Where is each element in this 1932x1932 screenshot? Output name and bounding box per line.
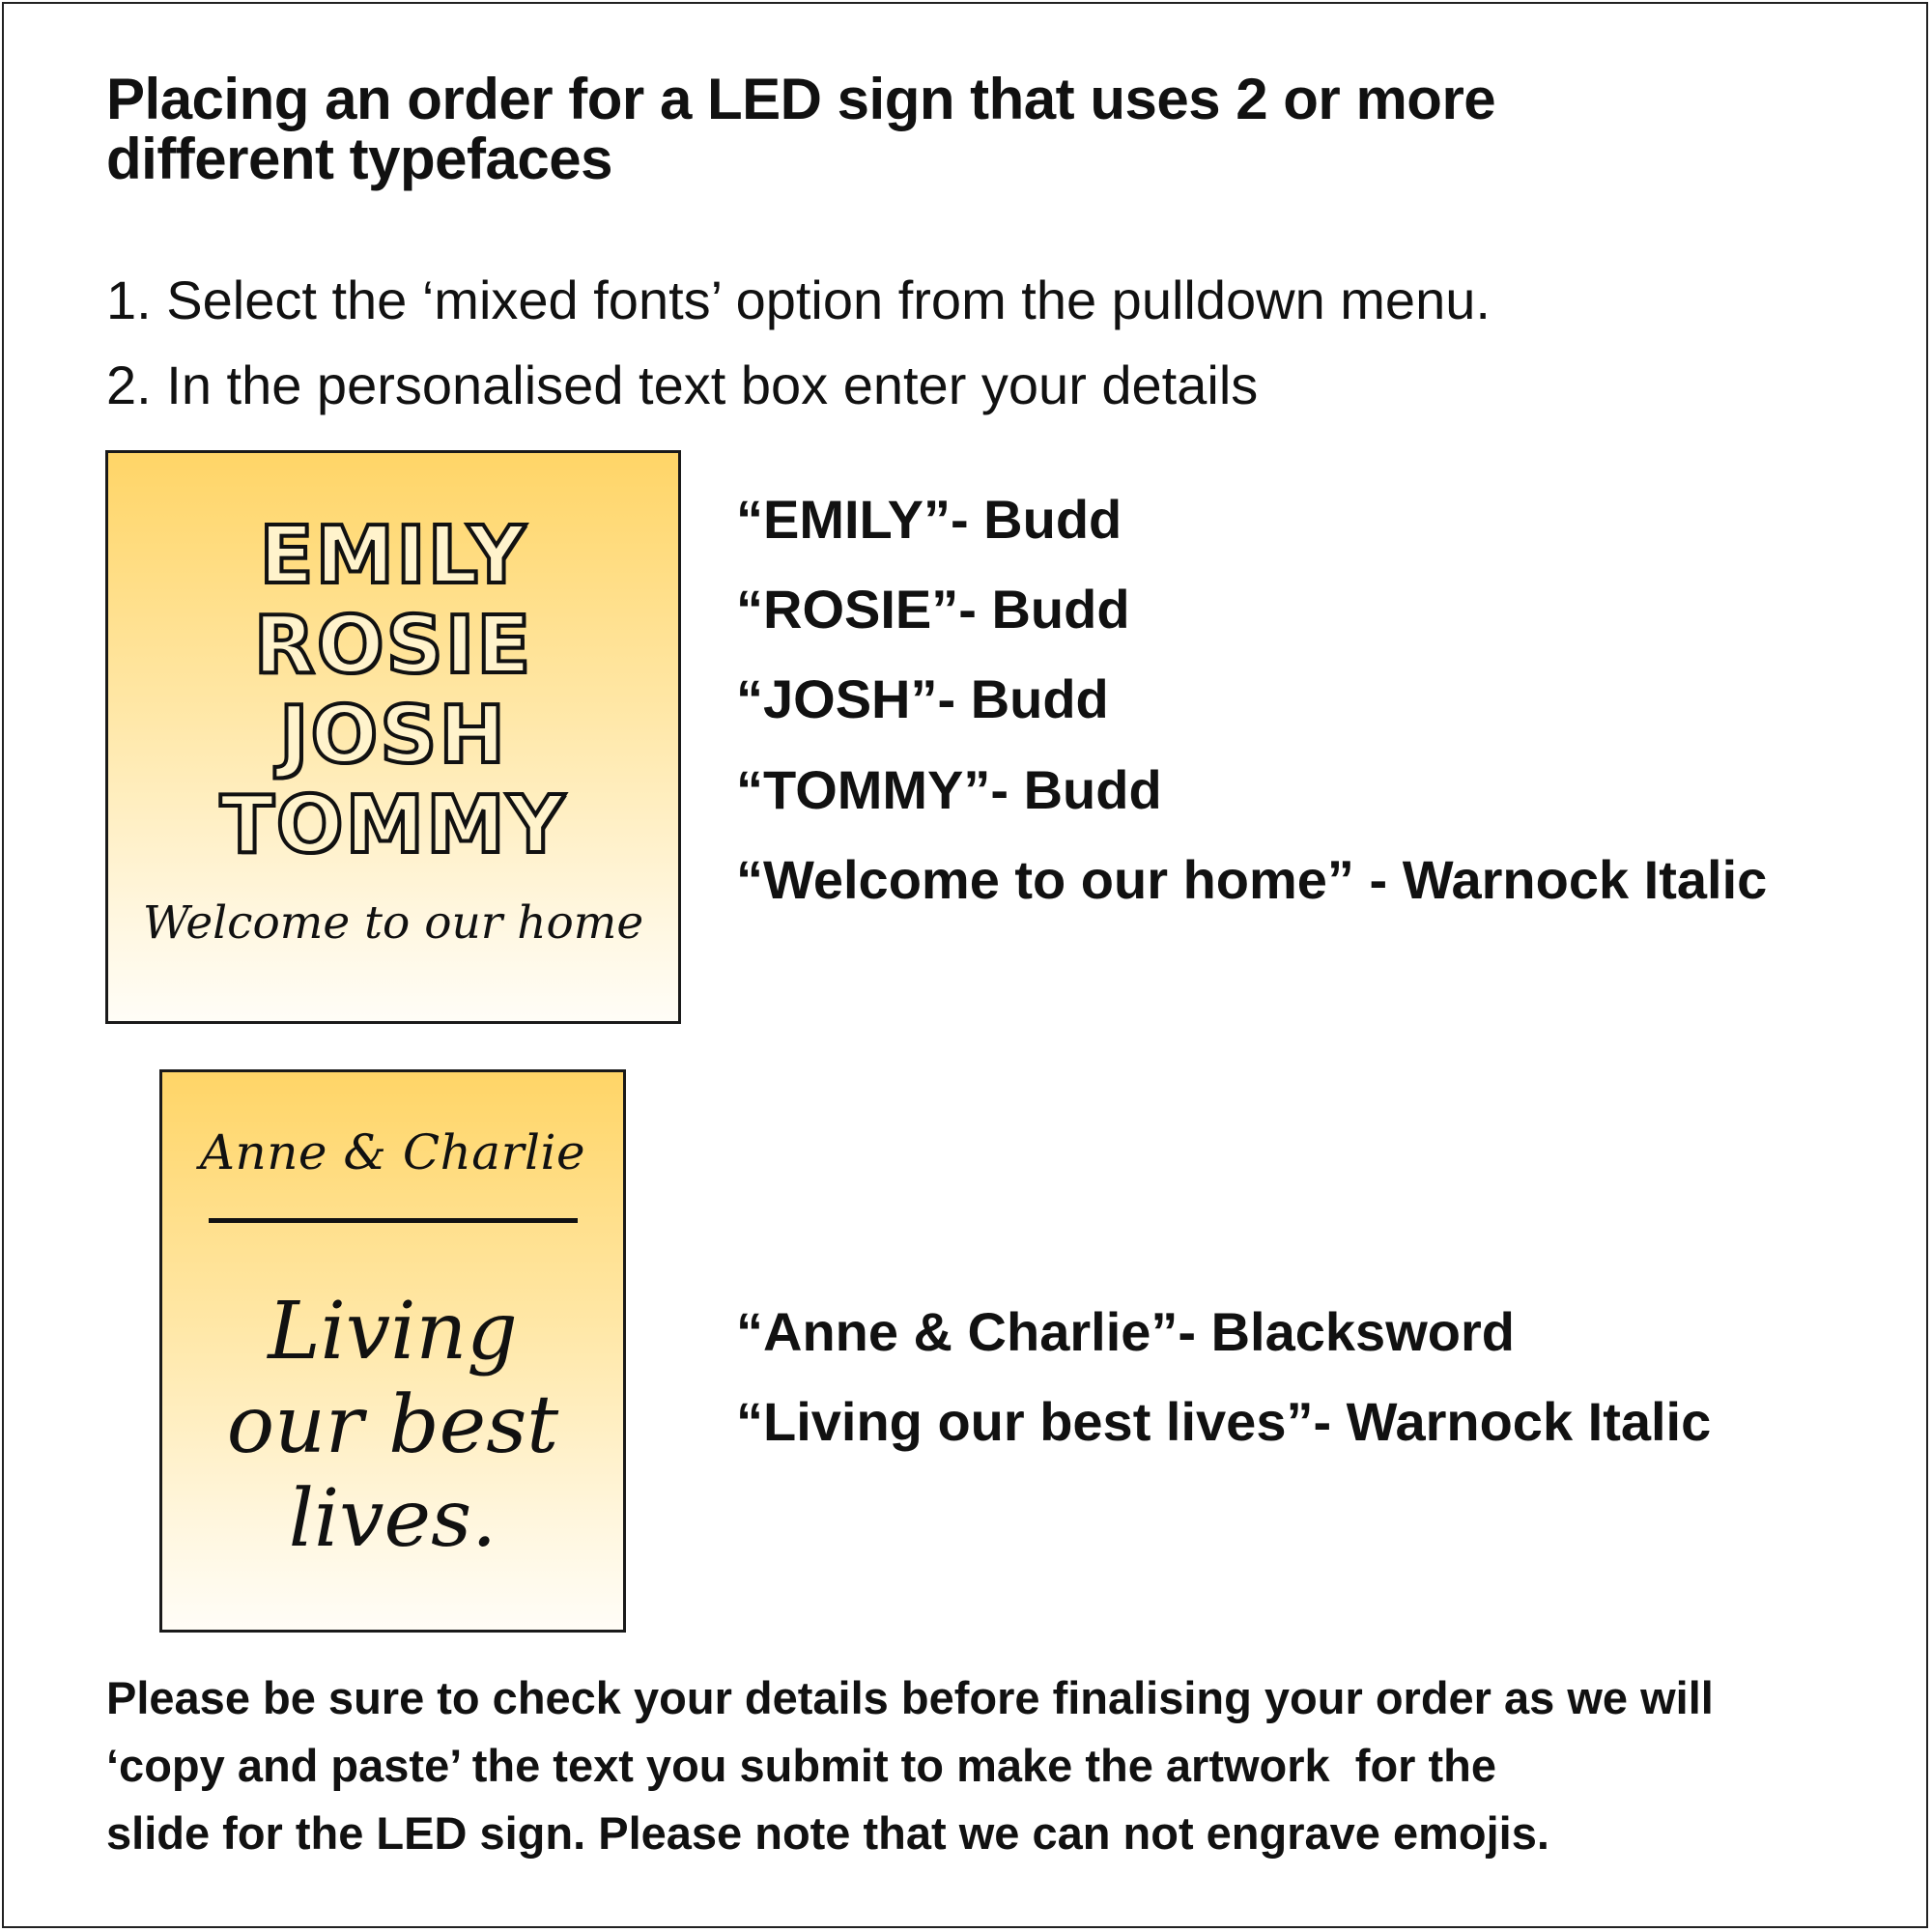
sign-quote-line-2: our best: [226, 1379, 559, 1471]
led-sign-example-2: [159, 1069, 626, 1633]
sign-name-2: ROSIE: [253, 600, 533, 692]
footer-line-3: slide for the LED sign. Please note that we can not engrave emojis.: [106, 1807, 1549, 1859]
footer-line-2: ‘copy and paste’ the text you submit to make the artwork for the: [106, 1740, 1497, 1791]
instruction-step-1: 1. Select the ‘mixed fonts’ option from the pulldown menu.: [106, 270, 1491, 330]
font-note-tommy: “TOMMY”- Budd: [736, 759, 1162, 820]
sign-tagline: Welcome to our home: [142, 896, 644, 950]
sign-name-4: TOMMY: [219, 780, 567, 871]
sign-quote-line-1: Living: [268, 1286, 518, 1378]
sign-quote-line-3: lives.: [288, 1473, 497, 1565]
font-note-welcome: “Welcome to our home” - Warnock Italic: [736, 849, 1768, 910]
sign-script-title: Anne & Charlie: [199, 1124, 586, 1180]
led-sign-example-1: [105, 450, 681, 1024]
sign-divider: [209, 1218, 578, 1223]
footer-line-1: Please be sure to check your details before finalising your order as we will: [106, 1672, 1714, 1723]
font-note-anne-charlie: “Anne & Charlie”- Blacksword: [736, 1301, 1515, 1362]
font-note-rosie: “ROSIE”- Budd: [736, 579, 1130, 639]
instruction-step-2: 2. In the personalised text box enter your details: [106, 355, 1259, 415]
font-note-emily: “EMILY”- Budd: [736, 489, 1122, 550]
footer-notice: [106, 1664, 1864, 1867]
marquee-names: [108, 511, 678, 870]
sign-name-3: JOSH: [279, 690, 507, 781]
font-note-living: “Living our best lives”- Warnock Italic: [736, 1391, 1712, 1452]
page-title: Placing an order for a LED sign that uses 2 or more different typefaces: [106, 67, 1496, 191]
sign-name-1: EMILY: [259, 510, 527, 602]
sign-quote: [162, 1285, 623, 1566]
font-note-josh: “JOSH”- Budd: [736, 668, 1109, 729]
